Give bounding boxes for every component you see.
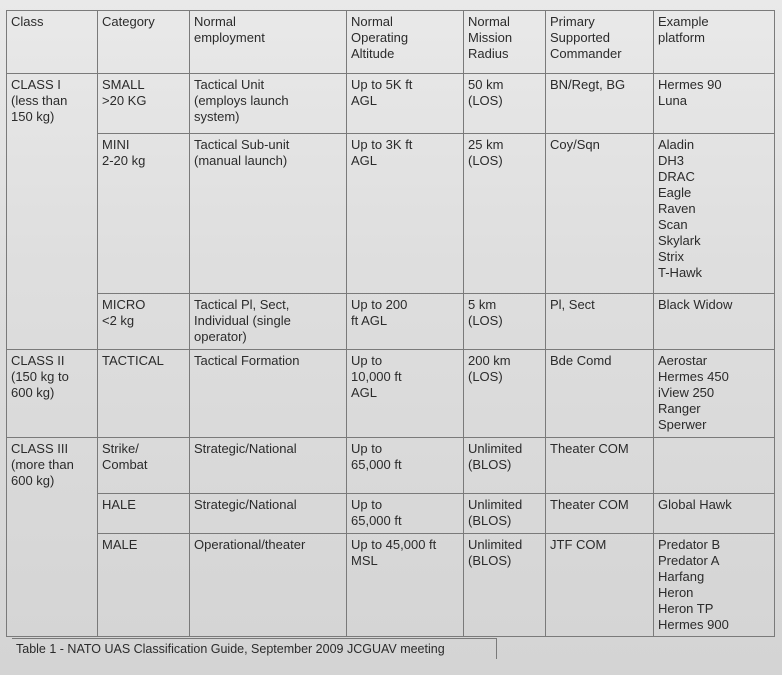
platform-cell: Black Widow <box>654 294 775 350</box>
commander-cell: Bde Comd <box>546 350 654 438</box>
header-category: Category <box>98 11 190 74</box>
employment-cell: Tactical Formation <box>190 350 347 438</box>
employment-cell: Tactical Pl, Sect, Individual (single operator) <box>190 294 347 350</box>
altitude-cell: Up to 45,000 ft MSL <box>347 534 464 637</box>
platform-cell: Aladin DH3 DRAC Eagle Raven Scan Skylark Strix T-Hawk <box>654 134 775 294</box>
employment-cell: Operational/theater <box>190 534 347 637</box>
category-cell: HALE <box>98 494 190 534</box>
radius-cell: Unlimited (BLOS) <box>464 494 546 534</box>
radius-cell: 5 km (LOS) <box>464 294 546 350</box>
table-row-micro <box>7 294 775 350</box>
table-row-mini <box>7 134 775 294</box>
table-row-tactical <box>7 350 775 438</box>
header-commander: Primary Supported Commander <box>546 11 654 74</box>
table-row-small <box>7 74 775 134</box>
class-3-cell: CLASS III (more than 600 kg) <box>7 438 98 637</box>
table-row-hale <box>7 494 775 534</box>
radius-cell: 50 km (LOS) <box>464 74 546 134</box>
header-radius: Normal Mission Radius <box>464 11 546 74</box>
header-platform: Example platform <box>654 11 775 74</box>
table-row-strike <box>7 438 775 494</box>
platform-cell: Hermes 90 Luna <box>654 74 775 134</box>
platform-cell: Global Hawk <box>654 494 775 534</box>
class-2-cell: CLASS II (150 kg to 600 kg) <box>7 350 98 438</box>
platform-cell: Predator B Predator A Harfang Heron Heron TP Hermes 900 <box>654 534 775 637</box>
commander-cell: BN/Regt, BG <box>546 74 654 134</box>
platform-cell: Aerostar Hermes 450 iView 250 Ranger Sperwer <box>654 350 775 438</box>
category-cell: TACTICAL <box>98 350 190 438</box>
employment-cell: Strategic/National <box>190 494 347 534</box>
altitude-cell: Up to 3K ft AGL <box>347 134 464 294</box>
altitude-cell: Up to 65,000 ft <box>347 438 464 494</box>
radius-cell: 200 km (LOS) <box>464 350 546 438</box>
radius-cell: 25 km (LOS) <box>464 134 546 294</box>
header-row <box>7 11 775 74</box>
radius-cell: Unlimited (BLOS) <box>464 438 546 494</box>
commander-cell: Theater COM <box>546 438 654 494</box>
category-cell: MALE <box>98 534 190 637</box>
employment-cell: Strategic/National <box>190 438 347 494</box>
uas-classification-table <box>6 10 775 637</box>
category-cell: MINI 2-20 kg <box>98 134 190 294</box>
header-altitude: Normal Operating Altitude <box>347 11 464 74</box>
employment-cell: Tactical Unit (employs launch system) <box>190 74 347 134</box>
category-cell: MICRO <2 kg <box>98 294 190 350</box>
altitude-cell: Up to 65,000 ft <box>347 494 464 534</box>
commander-cell: JTF COM <box>546 534 654 637</box>
table-caption: Table 1 - NATO UAS Classification Guide, September 2009 JCGUAV meeting <box>12 638 497 659</box>
class-1-cell: CLASS I (less than 150 kg) <box>7 74 98 350</box>
header-class: Class <box>7 11 98 74</box>
altitude-cell: Up to 200 ft AGL <box>347 294 464 350</box>
employment-cell: Tactical Sub-unit (manual launch) <box>190 134 347 294</box>
radius-cell: Unlimited (BLOS) <box>464 534 546 637</box>
commander-cell: Pl, Sect <box>546 294 654 350</box>
table-row-male <box>7 534 775 637</box>
category-cell: Strike/ Combat <box>98 438 190 494</box>
commander-cell: Coy/Sqn <box>546 134 654 294</box>
altitude-cell: Up to 5K ft AGL <box>347 74 464 134</box>
header-employment: Normal employment <box>190 11 347 74</box>
platform-cell <box>654 438 775 494</box>
commander-cell: Theater COM <box>546 494 654 534</box>
altitude-cell: Up to 10,000 ft AGL <box>347 350 464 438</box>
category-cell: SMALL >20 KG <box>98 74 190 134</box>
